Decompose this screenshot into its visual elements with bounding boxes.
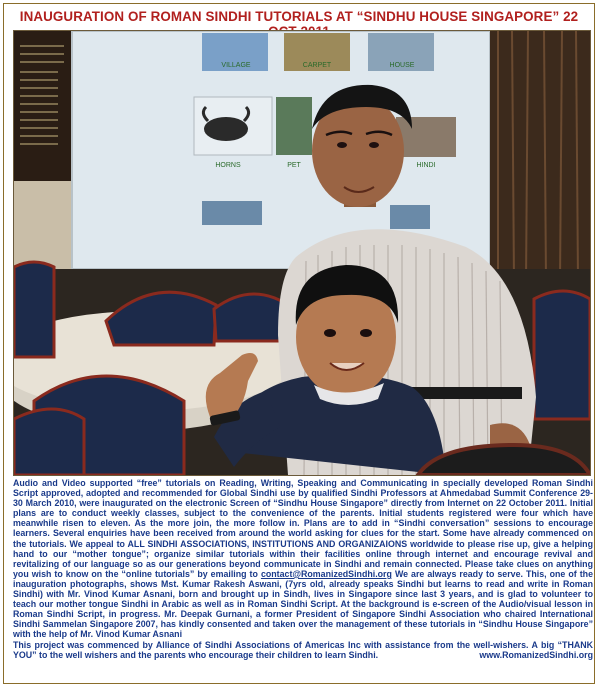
thumb-hindi [396,117,456,157]
label-carpet: CARPET [302,62,332,69]
photo-illustration [14,31,590,475]
email-link[interactable]: contact@RomanizedSindhi.org [260,568,392,579]
label-house: HOUSE [389,62,415,69]
chair-right [534,291,590,419]
article-paragraph-1 [13,478,593,640]
label-pet: PET [287,162,301,169]
label-hindi: HINDI [416,162,436,169]
curtain [490,31,590,281]
article-paragraph-1-cont: We are always ready to serve. This, one of the inauguration photographs, shows Mst. Kumar Rakesh Aswani, (7yrs old, already speaks Sindhi but learns to read and write in Roman Sindhi) with Mr. Vinod Kumar Asnani, born and brought up in Sindh, lives in Singapore since last 3 years, and is glad to volunteer to teach our mother tongue Sindhi in Arabic as well as in Roman Sindhi Script. At the background is e-screen of the Audio/visual lesson in Roman Sindhi Script, in progress. Mr. Deepak Gurnani, a former President of Singapore Sindhi Association who chaired International Sindhi Sammelan Singapore 2007, has kindly consented and taken over the management of these tutorials in “Sindhu House Singapore” with the help of Mr. Vinod Kumar Asnani [13,568,593,640]
article-paragraph-2 [13,640,593,660]
thumb-pet [276,97,312,155]
chair-left [14,262,54,357]
article-paragraph-2-text: This project was commenced by Alliance of Sindhi Associations of Americas Inc with assistance from the well-wishers. A big “THANK YOU” to the well wishers and the parents who encourage their children to learn Sindhi. [13,639,593,660]
label-horns: HORNS [215,162,241,169]
inauguration-photo [13,30,591,476]
article-text [13,478,593,660]
bull-icon [204,117,248,141]
page-frame [3,3,595,684]
headline: INAUGURATION OF ROMAN SINDHI TUTORIALS AT “SINDHU HOUSE SINGAPORE” 22 [19,9,579,24]
website-link[interactable]: www.RomanizedSindhi.org [479,649,593,660]
thumb-bottom-2 [390,205,430,229]
label-village: VILLAGE [221,62,251,69]
article-paragraph-1-text: Audio and Video supported “free” tutorials on Reading, Writing, Speaking and Communicating in specially developed Roman Sindhi Script approved, adopted and recommended for Global Sindhi use by qualified Sindhi Professors at Ahmedabad Summit Conference 29-30 March 2010, were inaugurated on the electronic Screen of “Sindhu House Singapore” directly from Internet on 22 October 2011. Initial plans are to conduct weekly classes, subject to the convenience of the parents. Initial students registered were four which have meanwhile risen to eleven. As the more join, the more follow in. Plans are to add in “Sindhi conversation” sessions to encourage learners. Several enquiries have been received from around the world asking for clues for the start. Some have already commenced on the tutorials. We appeal to ALL SINDHI ASSOCIATIONS, INSTITUTIONS AND ORGANIZAIONS worldwide to please rise up, give a helping hand to our “mother tongue”; organize similar tutorials within their facilities online through internet and encourage revival and revitalizing of our language so as our generations beyond communicate in Sindhi and remain connected. Please take clues on anything you wish to know on the “online tutorials” by emailing to [13,478,593,579]
thumb-bottom-1 [202,201,262,225]
